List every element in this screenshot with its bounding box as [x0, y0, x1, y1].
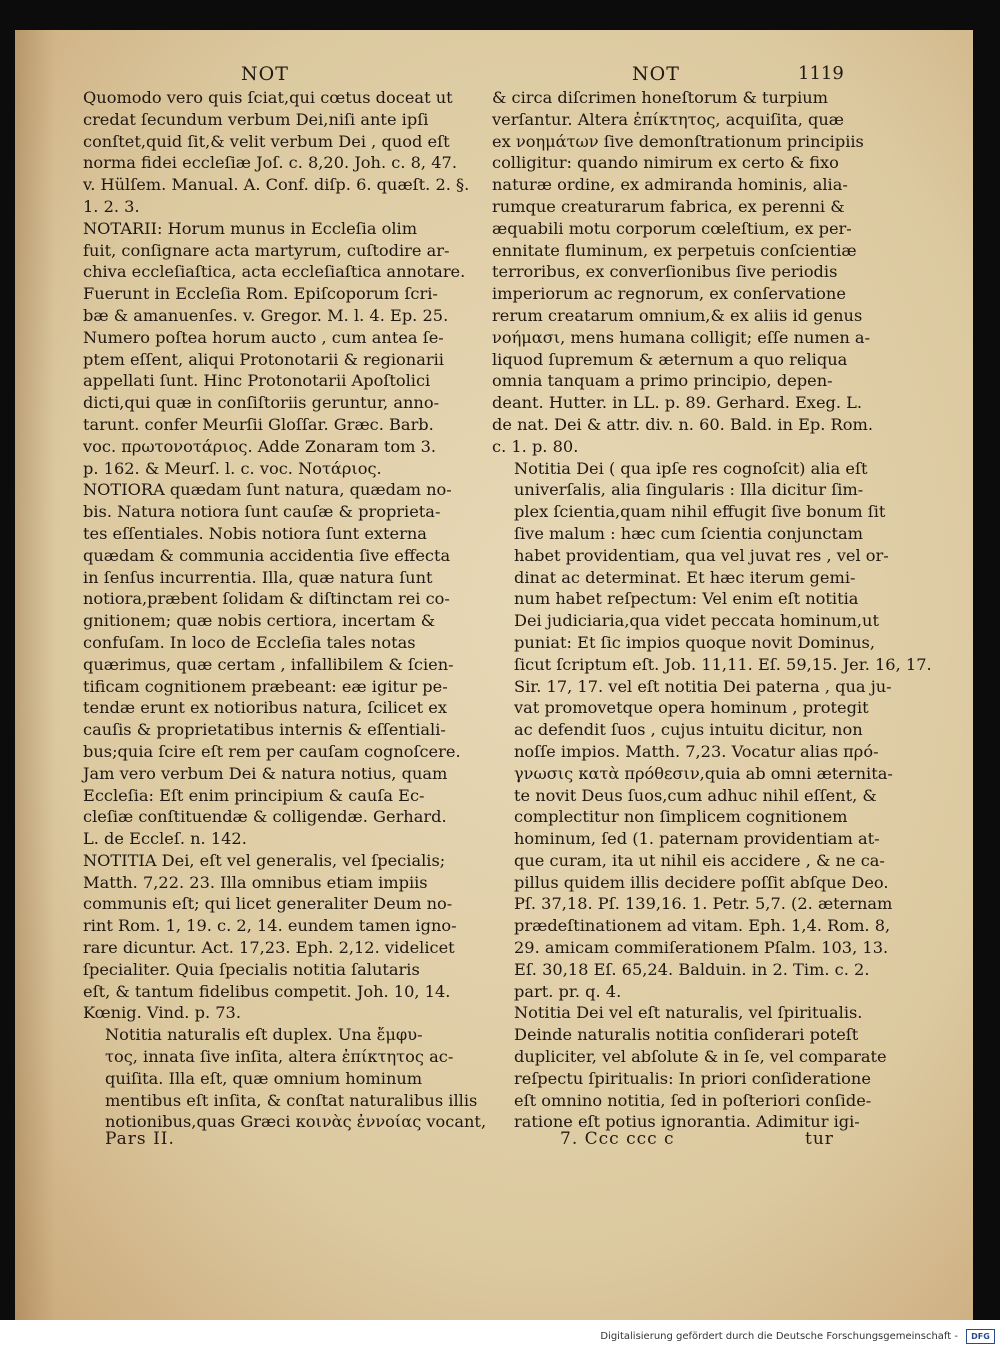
entry-notitia: [83, 850, 469, 1024]
text-line: Eſ. 30,18 Eſ. 65,24. Balduin. in 2. Tim. c. 2.: [514, 959, 870, 979]
text-line: quædam & communia accidentia ſive effecta: [83, 545, 451, 565]
entry-notarii: [83, 218, 469, 480]
text-line: p. 162. & Meurſ. l. c. voc. Νοτάριος.: [83, 458, 382, 478]
text-line: νοήμασι, mens humana colligit; eſſe numen a-: [492, 327, 871, 347]
text-line: Deinde naturalis notitia conſiderari poteſt: [514, 1025, 859, 1045]
paragraph: [492, 87, 873, 458]
text-line: γνωσις κατὰ πρόθεσιν,quia ab omni æternita-: [514, 763, 893, 783]
text-line: ac defendit ſuos , cujus intuitu dicitur, non: [514, 720, 863, 740]
text-line: pillus quidem illis decidere poſſit abſque Deo.: [514, 872, 889, 892]
text-line: terroribus, ex converſionibus ſive periodis: [492, 262, 838, 282]
text-line: gnitionem; quæ nobis certiora, incertam &: [83, 611, 436, 631]
text-line: cleſiæ conſtituendæ & colligendæ. Gerhard.: [83, 807, 447, 827]
text-line: Notitia Dei ( qua ipſe res cognoſcit) alia eſt: [514, 458, 868, 478]
text-line: notiora,præbent ſolidam & diſtinctam rei co-: [83, 589, 450, 609]
text-line: naturæ ordine, ex admiranda hominis, alia-: [492, 175, 848, 195]
text-line: deant. Hutter. in LL. p. 89. Gerhard. Exeg. L.: [492, 393, 863, 413]
text-line: habet providentiam, qua vel juvat res , vel or-: [514, 545, 889, 565]
text-line: 29. amicam commiſerationem Pſalm. 103, 13.: [514, 938, 889, 958]
text-line: credat ſecundum verbum Dei,niſi ante ipſi: [83, 109, 429, 129]
text-line: NOTITIA Dei, eſt vel generalis, vel ſpecialis;: [83, 850, 446, 870]
text-line: Eccleſia: Eſt enim principium & cauſa Ec-: [83, 785, 425, 805]
text-line: conſtet,quid ſit,& velit verbum Dei , quod eſt: [83, 131, 450, 151]
text-line: æquabili motu corporum cœleſtium, ex per-: [492, 218, 852, 238]
text-line: te novit Deus ſuos,cum adhuc nihil eſſent, &: [514, 785, 877, 805]
text-line: tes eſſentiales. Nobis notiora ſunt externa: [83, 523, 427, 543]
text-line: rare dicuntur. Act. 17,23. Eph. 2,12. videlicet: [83, 938, 455, 958]
text-line: part. pr. q. 4.: [514, 981, 622, 1001]
text-line: eſt omnino notitia, ſed in poſteriori conſide-: [514, 1090, 872, 1110]
text-line: bis. Natura notiora ſunt cauſæ & proprieta-: [83, 502, 441, 522]
text-line: tendæ erunt ex notioribus natura, ſcilicet ex: [83, 698, 447, 718]
text-line: ratione eſt potius ignorantia. Adimitur igi-: [514, 1112, 860, 1132]
text-line: mentibus eſt inſita, & conſtat naturalibus illis: [105, 1090, 478, 1110]
text-line: ſpecialiter. Quia ſpecialis notitia ſalutaris: [83, 959, 420, 979]
text-line: & circa diſcrimen honeſtorum & turpium: [492, 88, 829, 107]
text-line: v. Hülſem. Manual. A. Conf. diſp. 6. quæſt. 2. §.: [83, 175, 470, 195]
signature-mark: 7. Ccc ccc c: [560, 1129, 675, 1149]
footer-part: Pars II.: [105, 1129, 175, 1149]
text-line: Pſ. 37,18. Pſ. 139,16. 1. Petr. 5,7. (2. æternam: [514, 894, 893, 914]
text-line: complectitur non ſimplicem cognitionem: [514, 807, 848, 827]
paragraph: [492, 1002, 887, 1133]
left-column: [83, 87, 487, 1133]
text-line: hominum, ſed (1. paternam providentiam at-: [514, 829, 880, 849]
text-line: 1. 2. 3.: [83, 196, 140, 216]
text-line: ex νοημάτων ſive demonſtrationum principiis: [492, 131, 864, 151]
text-line: Notitia naturalis eſt duplex. Una ἔμφυ-: [105, 1025, 423, 1045]
text-line: in ſenſus incurrentia. Illa, quæ natura ſunt: [83, 567, 433, 587]
text-line: de nat. Dei & attr. div. n. 60. Bald. in Ep. Rom.: [492, 414, 873, 434]
text-line: noſſe impios. Matth. 7,23. Vocatur alias πρό-: [514, 741, 879, 761]
text-line: bæ & amanuenſes. v. Gregor. M. l. 4. Ep. 25.: [83, 305, 449, 325]
text-line: rerum creatarum omnium,& ex aliis id genus: [492, 305, 863, 325]
paragraph: [83, 1024, 487, 1133]
text-line: L. de Eccleſ. n. 142.: [83, 829, 247, 849]
text-line: Fuerunt in Eccleſia Rom. Epiſcoporum ſcri-: [83, 284, 438, 304]
text-line: notionibus,quas Græci κοινὰς ἐννοίας vocant,: [105, 1112, 487, 1132]
text-line: univerſalis, alia ſingularis : Illa dicitur ſim-: [514, 480, 864, 500]
text-line: imperiorum ac regnorum, ex conſervatione: [492, 284, 846, 304]
text-line: dicti,qui quæ in conſiſtoriis geruntur, anno-: [83, 393, 440, 413]
text-line: Kœnig. Vind. p. 73.: [83, 1003, 241, 1023]
text-line: verſantur. Altera ἐπίκτητος, acquiſita, quæ: [492, 109, 844, 129]
book-page: [15, 30, 973, 1320]
text-line: quærimus, quæ certam , infallibilem & ſcien-: [83, 654, 454, 674]
text-line: Notitia Dei vel eſt naturalis, vel ſpiritualis.: [514, 1003, 863, 1023]
text-line: confuſam. In loco de Eccleſia tales notas: [83, 632, 416, 652]
text-line: Matth. 7,22. 23. Illa omnibus etiam impiis: [83, 872, 428, 892]
text-line: dinat ac determinat. Et hæc iterum gemi-: [514, 567, 856, 587]
text-line: Numero poſtea horum aucto , cum antea ſe-: [83, 327, 444, 347]
text-line: rumque creaturarum fabrica, ex perenni &: [492, 196, 845, 216]
text-line: voc. πρωτονοτάριος. Adde Zonaram tom 3.: [83, 436, 437, 456]
paragraph: [83, 87, 469, 218]
running-head-left: NOT: [241, 63, 289, 85]
text-line: reſpectu ſpiritualis: In priori conſideratione: [514, 1068, 871, 1088]
text-line: omnia tanquam a primo principio, depen-: [492, 371, 833, 391]
text-line: tarunt. confer Meurſii Gloſſar. Græc. Barb.: [83, 414, 434, 434]
text-line: Sir. 17, 17. vel eſt notitia Dei paterna , qua ju-: [514, 676, 892, 696]
text-line: Jam vero verbum Dei & natura notius, quam: [83, 763, 448, 783]
text-line: ſicut ſcriptum eſt. Job. 11,11. Eſ. 59,15. Jer. 16, 17.: [514, 654, 932, 674]
text-line: colligitur: quando nimirum ex certo & fixo: [492, 153, 839, 173]
text-line: rint Rom. 1, 19. c. 2, 14. eundem tamen igno-: [83, 916, 457, 936]
text-line: ptem eſſent, aliqui Protonotarii & regionarii: [83, 349, 444, 369]
text-line: dupliciter, vel abſolute & in ſe, vel comparate: [514, 1047, 887, 1067]
text-line: liquod ſupremum & æternum a quo reliqua: [492, 349, 848, 369]
text-line: fuit, conſignare acta martyrum, cuſtodire ar-: [83, 240, 450, 260]
text-line: num habet reſpectum: Vel enim eſt notitia: [514, 589, 859, 609]
text-line: ſive malum : hæc cum ſcientia conjunctam: [514, 523, 863, 543]
text-line: puniat: Et ſic impios quoque novit Dominus,: [514, 632, 876, 652]
entry-notiora: [83, 479, 469, 850]
text-line: NOTIORA quædam ſunt natura, quædam no-: [83, 480, 452, 500]
right-column: [492, 87, 932, 1133]
dfg-logo-icon: DFG: [966, 1329, 995, 1344]
text-line: plex ſcientia,quam nihil effugit ſive bonum ſit: [514, 502, 886, 522]
text-line: tificam cognitionem præbeant: eæ igitur pe-: [83, 676, 448, 696]
credit-text: Digitalisierung gefördert durch die Deutsche Forschungsgemeinschaft -: [600, 1331, 958, 1342]
text-line: vat promovetque opera hominum , protegit: [514, 698, 869, 718]
text-line: Dei judiciaria,qua videt peccata hominum,ut: [514, 611, 879, 631]
text-line: c. 1. p. 80.: [492, 436, 579, 456]
catchword: tur: [805, 1129, 834, 1149]
paragraph: [492, 458, 932, 1003]
text-line: eſt, & tantum fidelibus competit. Joh. 10, 14.: [83, 981, 451, 1001]
text-line: cauſis & proprietatibus internis & eſſentiali-: [83, 720, 446, 740]
text-line: norma fidei eccleſiæ Joſ. c. 8,20. Joh. c. 8, 47.: [83, 153, 457, 173]
text-line: prædeſtinationem ad vitam. Eph. 1,4. Rom. 8,: [514, 916, 891, 936]
page-number: 1119: [798, 63, 844, 84]
text-line: τος, innata ſive inſita, altera ἐπίκτητος ac-: [105, 1047, 454, 1067]
text-line: NOTARII: Horum munus in Eccleſia olim: [83, 218, 418, 238]
running-head-right: NOT: [632, 63, 680, 85]
text-line: appellati ſunt. Hinc Protonotarii Apoſtolici: [83, 371, 431, 391]
text-line: que curam, ita ut nihil eis accidere , & ne ca-: [514, 850, 885, 870]
text-line: Quomodo vero quis ſciat,qui cœtus doceat ut: [83, 88, 453, 107]
text-line: bus;quia ſcire eſt rem per cauſam cognoſcere.: [83, 741, 461, 761]
text-line: communis eſt; qui licet generaliter Deum no-: [83, 894, 453, 914]
text-line: chiva eccleſiaſtica, acta eccleſiaſtica annotare.: [83, 262, 466, 282]
text-line: quiſita. Illa eſt, quæ omnium hominum: [105, 1068, 423, 1088]
text-line: ennitate fluminum, ex perpetuis conſcientiæ: [492, 240, 857, 260]
